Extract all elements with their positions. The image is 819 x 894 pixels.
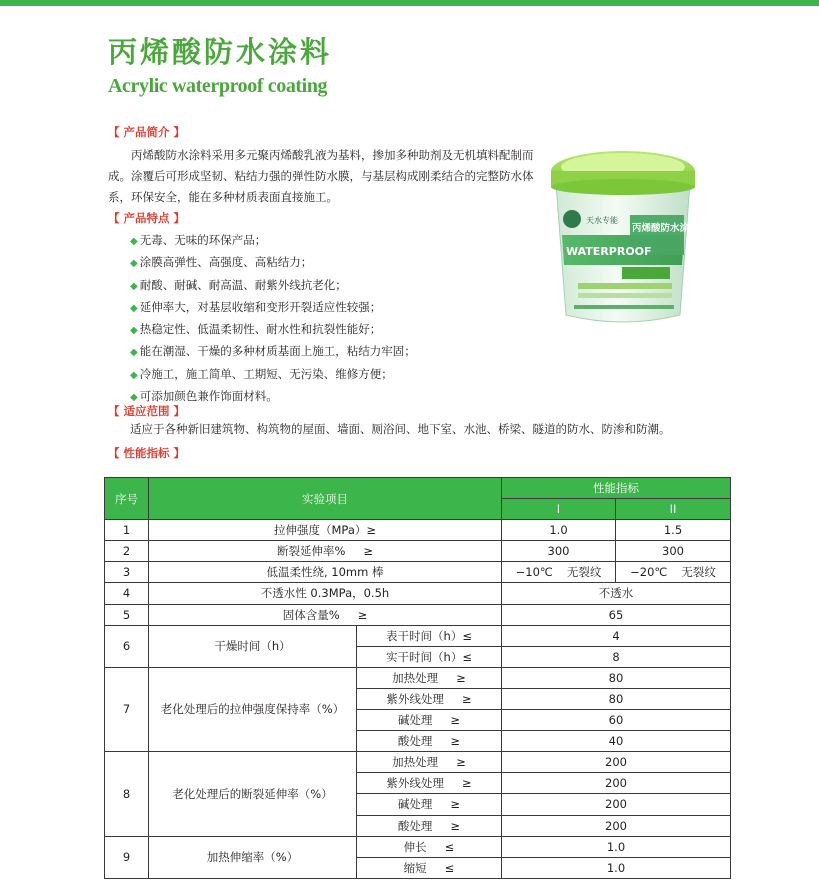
header-grade-i: I bbox=[502, 499, 616, 520]
bucket-label-en: WATERPROOF bbox=[566, 245, 652, 258]
table-row: 紫外线处理 ≥ 200 bbox=[105, 773, 731, 794]
feature-item: ◆ 可添加颜色兼作饰面材料。 bbox=[130, 389, 278, 404]
feature-item: ◆ 热稳定性、低温柔韧性、耐水性和抗裂性能好； bbox=[130, 322, 382, 337]
product-bucket-image bbox=[538, 143, 708, 333]
table-row: 5 固体含量% ≥ 65 bbox=[105, 604, 731, 625]
feature-item: ◆ 能在潮湿、干燥的多种材质基面上施工，粘结力牢固； bbox=[130, 344, 416, 359]
table-row: 7 老化处理后的拉伸强度保持率（%） 加热处理 ≥ 80 bbox=[105, 667, 731, 688]
table-row: 酸处理 ≥ 200 bbox=[105, 815, 731, 836]
feature-item: ◆ 延伸率大，对基层收缩和变形开裂适应性较强； bbox=[130, 299, 382, 314]
spec-table bbox=[104, 477, 731, 879]
feature-item: ◆ 涂膜高弹性、高强度、高粘结力； bbox=[130, 255, 313, 270]
bucket-brand: 天水专能 bbox=[586, 216, 618, 225]
scope-text: 适应于各种新旧建筑物、构筑物的屋面、墙面、厕浴间、地下室、水池、桥梁、隧道的防水、防渗和防潮。 bbox=[130, 422, 671, 436]
bullet-icon: ◆ bbox=[130, 280, 138, 292]
table-row: 4 不透水性 0.3MPa，0.5h 不透水 bbox=[105, 583, 731, 604]
bullet-icon: ◆ bbox=[130, 369, 138, 381]
specs-heading: 【 性能指标 】 bbox=[108, 446, 186, 460]
table-row: 缩短 ≤ 1.0 bbox=[105, 857, 731, 878]
table-row: 9 加热伸缩率（%） 伸长 ≤ 1.0 bbox=[105, 836, 731, 857]
table-row: 碱处理 ≥ 60 bbox=[105, 710, 731, 731]
bullet-icon: ◆ bbox=[130, 302, 138, 314]
table-row: 8 老化处理后的断裂延伸率（%） 加热处理 ≥ 200 bbox=[105, 752, 731, 773]
table-row: 2 断裂延伸率% ≥ 300 300 bbox=[105, 541, 731, 562]
page-title: 丙烯酸防水涂料 bbox=[108, 35, 333, 69]
scope-heading: 【 适应范围 】 bbox=[108, 404, 186, 418]
feature-list bbox=[130, 229, 416, 407]
features-heading: 【 产品特点 】 bbox=[108, 211, 186, 225]
header-performance: 性能指标 bbox=[502, 478, 731, 499]
header-grade-ii: II bbox=[616, 499, 731, 520]
bullet-icon: ◆ bbox=[130, 347, 138, 359]
intro-heading: 【 产品简介 】 bbox=[108, 125, 186, 139]
bullet-icon: ◆ bbox=[130, 236, 138, 247]
table-row: 碱处理 ≥ 200 bbox=[105, 794, 731, 815]
header-no: 序号 bbox=[105, 478, 149, 520]
feature-item: ◆ 无毒、无味的环保产品； bbox=[130, 233, 267, 247]
bucket-label-cn: 丙烯酸防水涂料 bbox=[632, 223, 699, 234]
table-row: 6 干燥时间（h） 表干时间（h）≤ 4 bbox=[105, 625, 731, 646]
table-row: 3 低温柔性绕, 10mm 棒 −10℃ 无裂纹 −20℃ 无裂纹 bbox=[105, 562, 731, 583]
top-accent-bar bbox=[0, 0, 819, 6]
feature-item: ◆ 冷施工，施工简单、工期短、无污染、维修方便； bbox=[130, 366, 393, 381]
bullet-icon: ◆ bbox=[130, 325, 138, 337]
table-row: 酸处理 ≥ 40 bbox=[105, 731, 731, 752]
intro-text: 丙烯酸防水涂料采用多元聚丙烯酸乳液为基料，掺加多种助剂及无机填料配制而成。涂覆后可形成坚韧、粘结力强的弹性防水膜，与基层构成刚柔结合的完整防水体系，环保安全，能在多种材质表面直接施工。 bbox=[108, 148, 534, 204]
bullet-icon: ◆ bbox=[130, 392, 138, 404]
table-row: 1 拉伸强度（MPa）≥ 1.0 1.5 bbox=[105, 520, 731, 541]
table-row: 实干时间（h）≤ 8 bbox=[105, 646, 731, 667]
feature-item: ◆ 耐酸、耐碱、耐高温、耐紫外线抗老化； bbox=[130, 277, 347, 292]
bullet-icon: ◆ bbox=[130, 258, 138, 270]
table-row: 紫外线处理 ≥ 80 bbox=[105, 688, 731, 709]
header-item: 实验项目 bbox=[149, 478, 502, 520]
page-subtitle: Acrylic waterproof coating bbox=[108, 75, 328, 97]
